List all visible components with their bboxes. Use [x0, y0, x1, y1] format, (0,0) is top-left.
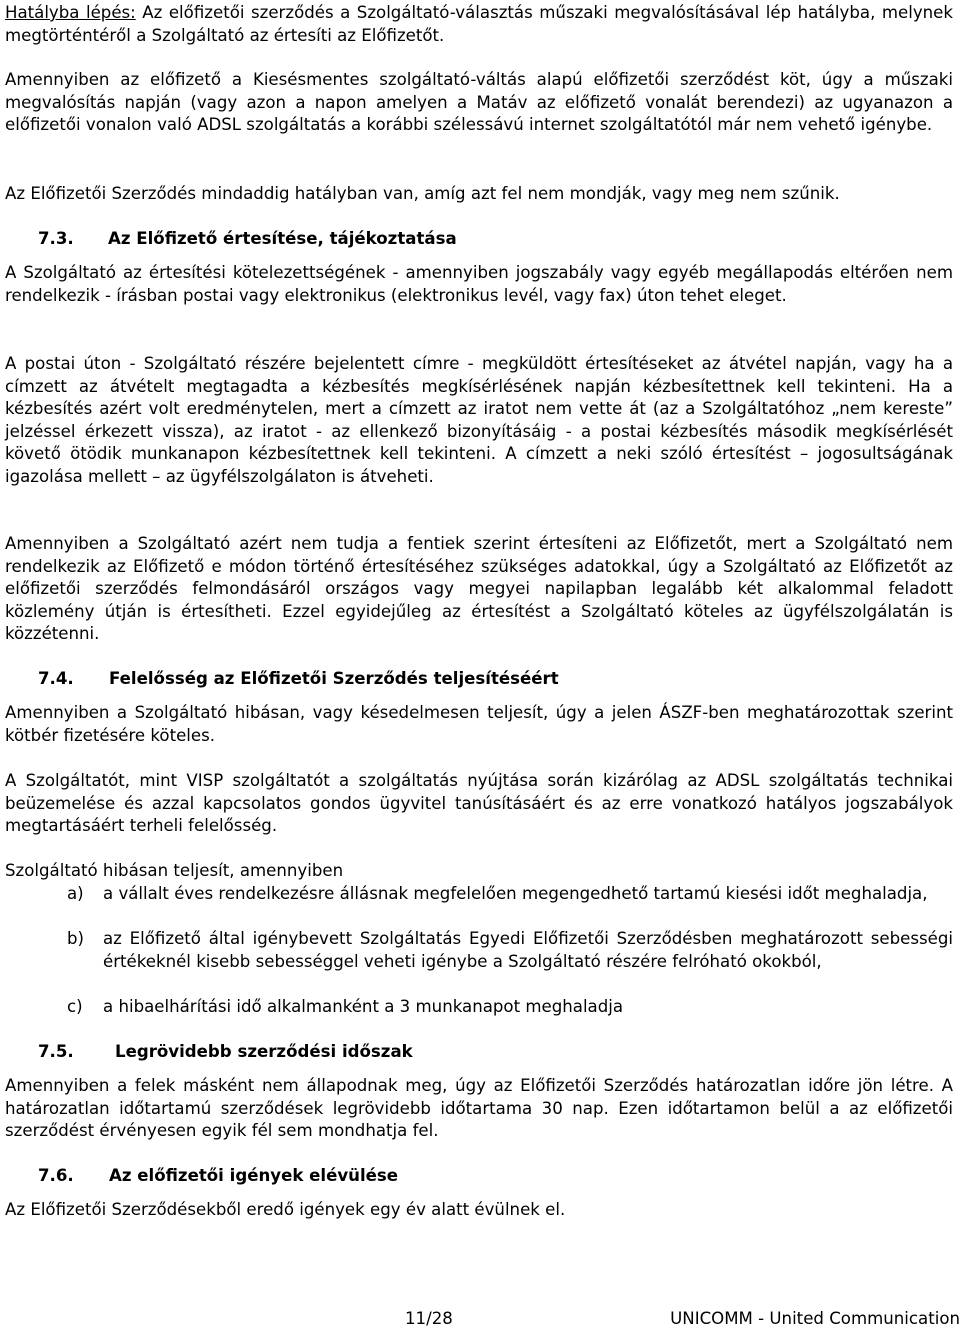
section-7-3-paragraph-2: A postai úton - Szolgáltató részére bejelentett címre - megküldött értesítéseket az átvétel napján, vagy ha a címzett az átvételt megtagadta a kézbesítés megkísérlésének napján kézbesítettnek kell tekinteni. Ha a kézbesítés azért volt eredménytelen, mert a címzett az iratot nem vette át (az a Szolgáltatóhoz „nem kereste” jelzéssel érkezett vissza), az iratot - az ellenkező bizonyításáig - a postai kézbesítés második megkísérlését követő ötödik munkanapon kézbesítettnek kell tekinteni. A címzett a neki szóló értesítést – jogosultságának igazolása mellett – az ügyfélszolgálaton is átveheti. — [5, 354, 953, 486]
section-7-5-number: 7.5. — [38, 1042, 74, 1061]
intro-lead: Hatályba lépés: — [5, 3, 136, 22]
section-7-6-number: 7.6. — [38, 1166, 74, 1185]
list-item-text: az Előfizető által igénybevett Szolgáltatás Egyedi Előfizetői Szerződésben meghatározott sebességi értékeknél kisebb sebességgel veheti igénybe a Szolgáltató részére felróható okokból, — [103, 929, 953, 971]
section-7-4-paragraph-1: Amennyiben a Szolgáltató hibásan, vagy késedelmesen teljesít, úgy a jelen ÁSZF-ben meghatározottak szerint kötbér fizetésére köteles. — [5, 703, 953, 745]
section-7-4-number: 7.4. — [38, 669, 74, 688]
list-item — [67, 996, 953, 1019]
intro-text: Az előfizetői szerződés a Szolgáltató-választás műszaki megvalósításával lép hatályba, melynek megtörténtéről a Szolgáltató az értesíti az Előfizetőt. — [5, 3, 953, 45]
section-7-3-paragraph-1: A Szolgáltató az értesítési kötelezettségének - amennyiben jogszabály vagy egyéb megállapodás eltérően nem rendelkezik - írásban postai vagy elektronikus (elektronikus levél, vagy fax) úton tehet eleget. — [5, 263, 953, 305]
list-item-text: a vállalt éves rendelkezésre állásnak megfelelően megengedhető tartamú kiesési időt meghaladja, — [103, 884, 928, 903]
section-7-6-title: Az előfizetői igények elévülése — [109, 1166, 399, 1185]
list-item — [67, 883, 953, 906]
list-item-label: c) — [67, 997, 83, 1016]
paragraph-hatalyban: Az Előfizetői Szerződés mindaddig hatályban van, amíg azt fel nem mondják, vagy meg nem szűnik. — [5, 184, 840, 203]
section-7-6-paragraph-1: Az Előfizetői Szerződésekből eredő igények egy év alatt évülnek el. — [5, 1200, 566, 1219]
list-item-label: b) — [67, 929, 85, 948]
section-7-4-paragraph-2: A Szolgáltatót, mint VISP szolgáltatót a szolgáltatás nyújtása során kizárólag az ADSL szolgáltatás technikai beüzemelése és azzal kapcsolatos gondos ügyvitel tanúsításáért és az erre vonatkozó hatályos jogszabályok megtartásáért terheli felelősség. — [5, 771, 953, 836]
list-item-text: a hibaelhárítási idő alkalmanként a 3 munkanapot meghaladja — [103, 997, 624, 1016]
paragraph-kiesesmentes: Amennyiben az előfizető a Kiesésmentes szolgáltató-váltás alapú előfizetői szerződést köt, úgy a műszaki megvalósítás napján (vagy azon a napon amelyen a Matáv az előfizető vonalát berendezi) az ugyanazon a előfizetői vonalon való ADSL szolgáltatás a korábbi szélessávú internet szolgáltatótól már nem vehető igénybe. — [5, 70, 953, 135]
page-footer — [5, 1308, 960, 1330]
page-number: 11/28 — [405, 1309, 453, 1328]
section-7-3-title: Az Előfizető értesítése, tájékoztatása — [108, 229, 457, 248]
company-name: UNICOMM - United Communication — [670, 1309, 960, 1328]
section-7-4-paragraph-3: Szolgáltató hibásan teljesít, amennyiben — [5, 861, 344, 880]
section-7-3-paragraph-3: Amennyiben a Szolgáltató azért nem tudja a fentiek szerint értesíteni az Előfizetőt, mert a Szolgáltató nem rendelkezik az Előfizető e módon történő értesítéséhez szükséges adatokkal, úgy a Szolgáltató az Előfizetőt az előfizetői szerződés felmondásáról országos vagy megyei napilapban legalább két alkalommal feladott közlemény útján is értesítheti. Ezzel egyidejűleg az értesítést a Szolgáltató köteles az ügyfélszolgálatán is közzétenni. — [5, 534, 953, 644]
section-7-5-title: Legrövidebb szerződési időszak — [115, 1042, 413, 1061]
section-7-3-number: 7.3. — [38, 229, 74, 248]
section-7-4-title: Felelősség az Előfizetői Szerződés teljesítéséért — [109, 669, 559, 688]
list-item-label: a) — [67, 884, 84, 903]
section-7-5-paragraph-1: Amennyiben a felek másként nem állapodnak meg, úgy az Előfizetői Szerződés határozatlan időre jön létre. A határozatlan időtartamú szerződések legrövidebb időtartama 30 nap. Ezen időtartamon belül a az előfizetői szerződést érvényesen egyik fél sem mondhatja fel. — [5, 1076, 953, 1141]
intro-paragraph — [5, 2, 953, 47]
list-item — [67, 928, 953, 973]
